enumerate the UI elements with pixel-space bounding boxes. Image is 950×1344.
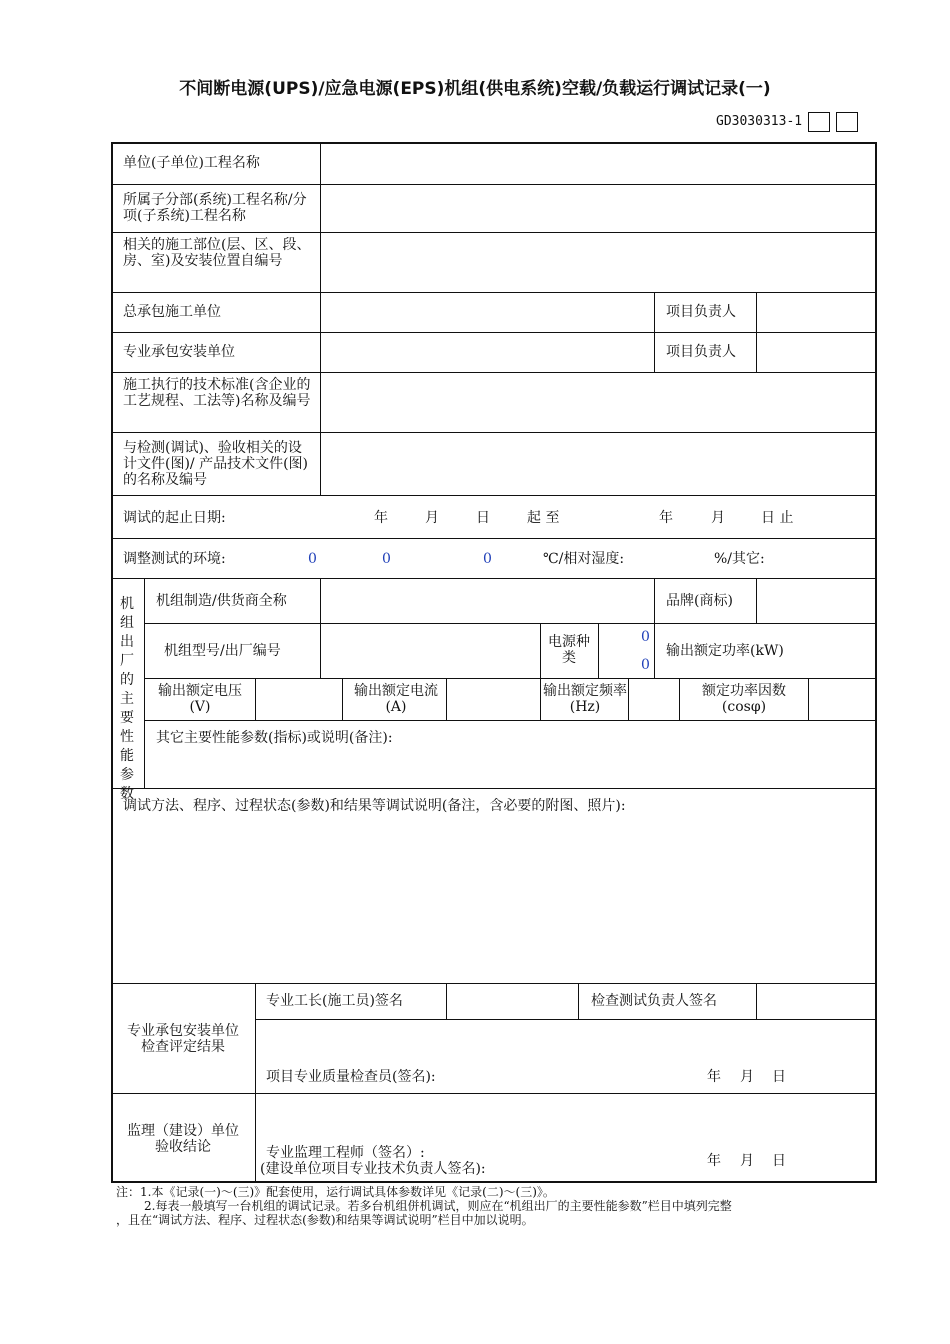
method-label: 调试方法、程序、过程状态(参数)和结果等调试说明(备注，含必要的附图、照片): bbox=[123, 798, 626, 814]
date-month-1: 月 bbox=[425, 510, 439, 526]
rated-power-label: 输出额定功率(kW) bbox=[666, 643, 784, 659]
note-3: ，且在“调试方法、程序、过程状态(参数)和结果等调试说明”栏目中加以说明。 bbox=[116, 1213, 534, 1227]
env-other-label: %/其它: bbox=[714, 551, 765, 567]
env-value-1[interactable]: 0 bbox=[308, 551, 317, 567]
note-1: 注：1.本《记录(一)～(三)》配套使用，运行调试具体参数详见《记录(二)～(三)》。 bbox=[116, 1185, 555, 1199]
note-2: 2.每表一般填写一台机组的调试记录。若多台机组併机调试，则应在“机组出厂的主要性能参数”栏目中填列完整 bbox=[144, 1199, 732, 1213]
power-factor-label: 额定功率因数(cosφ) bbox=[702, 683, 786, 715]
rated-frequency-label: 输出额定频率(Hz) bbox=[543, 683, 627, 715]
supervision-label: 监理（建设）单位验收结论 bbox=[127, 1123, 239, 1155]
power-type-label: 电源种类 bbox=[548, 634, 590, 666]
owner-tech-lead-signature-label: (建设单位项目专业技术负责人签名): bbox=[260, 1161, 486, 1177]
power-type-value-2[interactable]: 0 bbox=[641, 657, 650, 673]
foreman-signature-label: 专业工长(施工员)签名 bbox=[266, 993, 403, 1009]
supervisor-signature-label: 专业监理工程师（签名）: bbox=[266, 1145, 425, 1161]
sub-name-label: 所属子分部(系统)工程名称/分项(子系统)工程名称 bbox=[123, 192, 307, 224]
env-value-2[interactable]: 0 bbox=[382, 551, 391, 567]
power-type-value-1[interactable]: 0 bbox=[641, 629, 650, 645]
other-params-label: 其它主要性能参数(指标)或说明(备注): bbox=[156, 730, 393, 746]
date-from-to: 起 至 bbox=[527, 510, 560, 526]
form-code: GD3030313-1 bbox=[716, 114, 803, 129]
page-title: 不间断电源(UPS)/应急电源(EPS)机组(供电系统)空载/负载运行调试记录(一) bbox=[179, 79, 771, 99]
notes bbox=[116, 1185, 876, 1227]
sign-date-day: 日 bbox=[772, 1069, 786, 1085]
sign-date-year: 年 bbox=[707, 1069, 721, 1085]
general-contractor-label: 总承包施工单位 bbox=[123, 304, 221, 320]
rated-voltage-label: 输出额定电压(V) bbox=[158, 683, 242, 715]
design-docs-label: 与检测(调试)、验收相关的设计文件(图)/ 产品技术文件(图)的名称及编号 bbox=[123, 440, 309, 488]
brand-label: 品牌(商标) bbox=[666, 593, 733, 609]
test-lead-signature-label: 检查测试负责人签名 bbox=[591, 993, 717, 1009]
supervision-date-day: 日 bbox=[772, 1153, 786, 1169]
unit-params-vertical-label bbox=[115, 595, 139, 804]
code-box-2[interactable] bbox=[836, 112, 858, 132]
date-day-2: 日 止 bbox=[761, 510, 794, 526]
location-label: 相关的施工部位(层、区、段、房、室)及安装位置自编号 bbox=[123, 237, 311, 269]
date-year-2: 年 bbox=[659, 510, 673, 526]
project-manager-label-1: 项目负责人 bbox=[666, 304, 736, 320]
special-contractor-label: 专业承包安装单位 bbox=[123, 344, 235, 360]
supervision-date-year: 年 bbox=[707, 1153, 721, 1169]
sign-date-month: 月 bbox=[740, 1069, 754, 1085]
code-box-1[interactable] bbox=[808, 112, 830, 132]
vertical-label-text: 机组出厂的主要性能参数 bbox=[120, 596, 134, 802]
env-value-3[interactable]: 0 bbox=[483, 551, 492, 567]
contractor-result-label: 专业承包安装单位检查评定结果 bbox=[127, 1023, 239, 1055]
env-humidity-label: ℃/相对湿度: bbox=[543, 551, 625, 567]
date-label: 调试的起止日期: bbox=[123, 510, 226, 526]
supervision-date-month: 月 bbox=[740, 1153, 754, 1169]
date-day-1: 日 bbox=[476, 510, 490, 526]
manufacturer-label: 机组制造/供货商全称 bbox=[156, 593, 287, 609]
env-label: 调整测试的环境: bbox=[123, 551, 226, 567]
unit-name-label: 单位(子单位)工程名称 bbox=[123, 155, 260, 171]
date-year-1: 年 bbox=[374, 510, 388, 526]
record-form bbox=[111, 142, 877, 1183]
rated-current-label: 输出额定电流(A) bbox=[354, 683, 438, 715]
date-month-2: 月 bbox=[711, 510, 725, 526]
model-label: 机组型号/出厂编号 bbox=[164, 643, 281, 659]
project-manager-label-2: 项目负责人 bbox=[666, 344, 736, 360]
qc-inspector-label: 项目专业质量检查员(签名): bbox=[266, 1069, 436, 1085]
standard-label: 施工执行的技术标准(含企业的工艺规程、工法等)名称及编号 bbox=[123, 377, 311, 409]
